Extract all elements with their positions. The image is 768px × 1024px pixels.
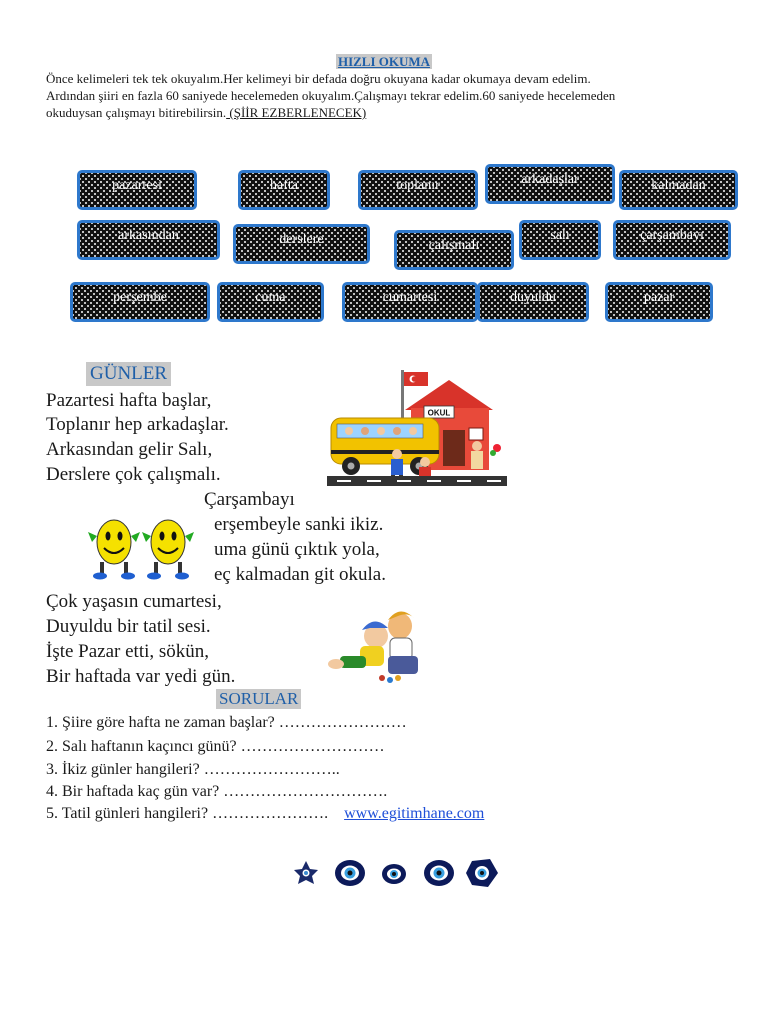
- school-bus-illustration: [327, 368, 507, 496]
- word-tile: pazar: [605, 282, 713, 322]
- word-tile: çarşambayı: [613, 220, 731, 260]
- poem-title: GÜNLER: [86, 362, 171, 386]
- memorize-note: (ŞİİR EZBERLENECEK): [226, 105, 367, 120]
- word-tile: pazartesi: [77, 170, 197, 210]
- word-tile: cumartesi: [342, 282, 478, 322]
- question-item: 2. Salı haftanın kaçıncı günü? ………………………: [46, 738, 385, 755]
- poem-line: Arkasından gelir Salı,: [46, 439, 213, 460]
- word-tile: perşembe: [70, 282, 210, 322]
- question-item: 1. Şiire göre hafta ne zaman başlar? ……………………: [46, 714, 407, 731]
- word-tile: arkadaşlar: [485, 164, 615, 204]
- evil-eye-beads-decoration: [290, 853, 502, 893]
- instruction-line-3: okuduysan çalışmayı bitirebilirsin. (ŞİİR EZBERLENECEK): [46, 105, 367, 120]
- question-item: 3. İkiz günler hangileri? ……………………..: [46, 761, 340, 778]
- poem-line: Duyuldu bir tatil sesi.: [46, 616, 211, 637]
- word-tile: arkasından: [77, 220, 220, 260]
- instruction-line-2: Ardından şiiri en fazla 60 saniyede hecelemeden okuyalım.Çalışmayı tekrar edelim.60 saniyede hecelemeden: [46, 88, 616, 103]
- word-tile: salı: [519, 220, 601, 260]
- children-playing-illustration: [318, 606, 438, 686]
- website-link[interactable]: www.egitimhane.com: [344, 805, 485, 822]
- instructions: [46, 70, 746, 121]
- poem-line: uma günü çıktık yola,: [214, 539, 380, 560]
- word-tile: hafta: [238, 170, 330, 210]
- worksheet-title: HIZLI OKUMA: [337, 54, 431, 69]
- word-tile: derslere: [233, 224, 370, 264]
- poem-line: eç kalmadan git okula.: [214, 564, 386, 585]
- instruction-line-1: Önce kelimeleri tek tek okuyalım.Her kelimeyi bir defada doğru okuyana kadar okumaya devam edelim.: [46, 71, 591, 86]
- poem-line: Derslere çok çalışmalı.: [46, 464, 221, 485]
- word-tile: çalışmalı: [394, 230, 514, 270]
- word-tile: duyuldu: [477, 282, 589, 322]
- school-sign: OKUL: [427, 408, 451, 418]
- word-tile: kalmadan: [619, 170, 738, 210]
- poem-line: erşembeyle sanki ikiz.: [214, 514, 384, 535]
- poem-line: Çok yaşasın cumartesi,: [46, 591, 222, 612]
- poem-line: Pazartesi hafta başlar,: [46, 390, 212, 411]
- poem-line: Toplanır hep arkadaşlar.: [46, 414, 229, 435]
- questions-title: SORULAR: [216, 689, 301, 709]
- poem-line: İşte Pazar etti, sökün,: [46, 641, 210, 662]
- poem-line: Çarşambayı: [204, 489, 295, 510]
- smiley-twins-illustration: [86, 512, 196, 586]
- poem-line: Bir haftada var yedi gün.: [46, 666, 236, 687]
- question-item: 5. Tatil günleri hangileri? …………………. www.egitimhane.com: [46, 805, 485, 822]
- word-tile: cuma: [217, 282, 324, 322]
- word-tile: toplanır: [358, 170, 478, 210]
- question-item: 4. Bir haftada kaç gün var? ………………………….: [46, 783, 388, 800]
